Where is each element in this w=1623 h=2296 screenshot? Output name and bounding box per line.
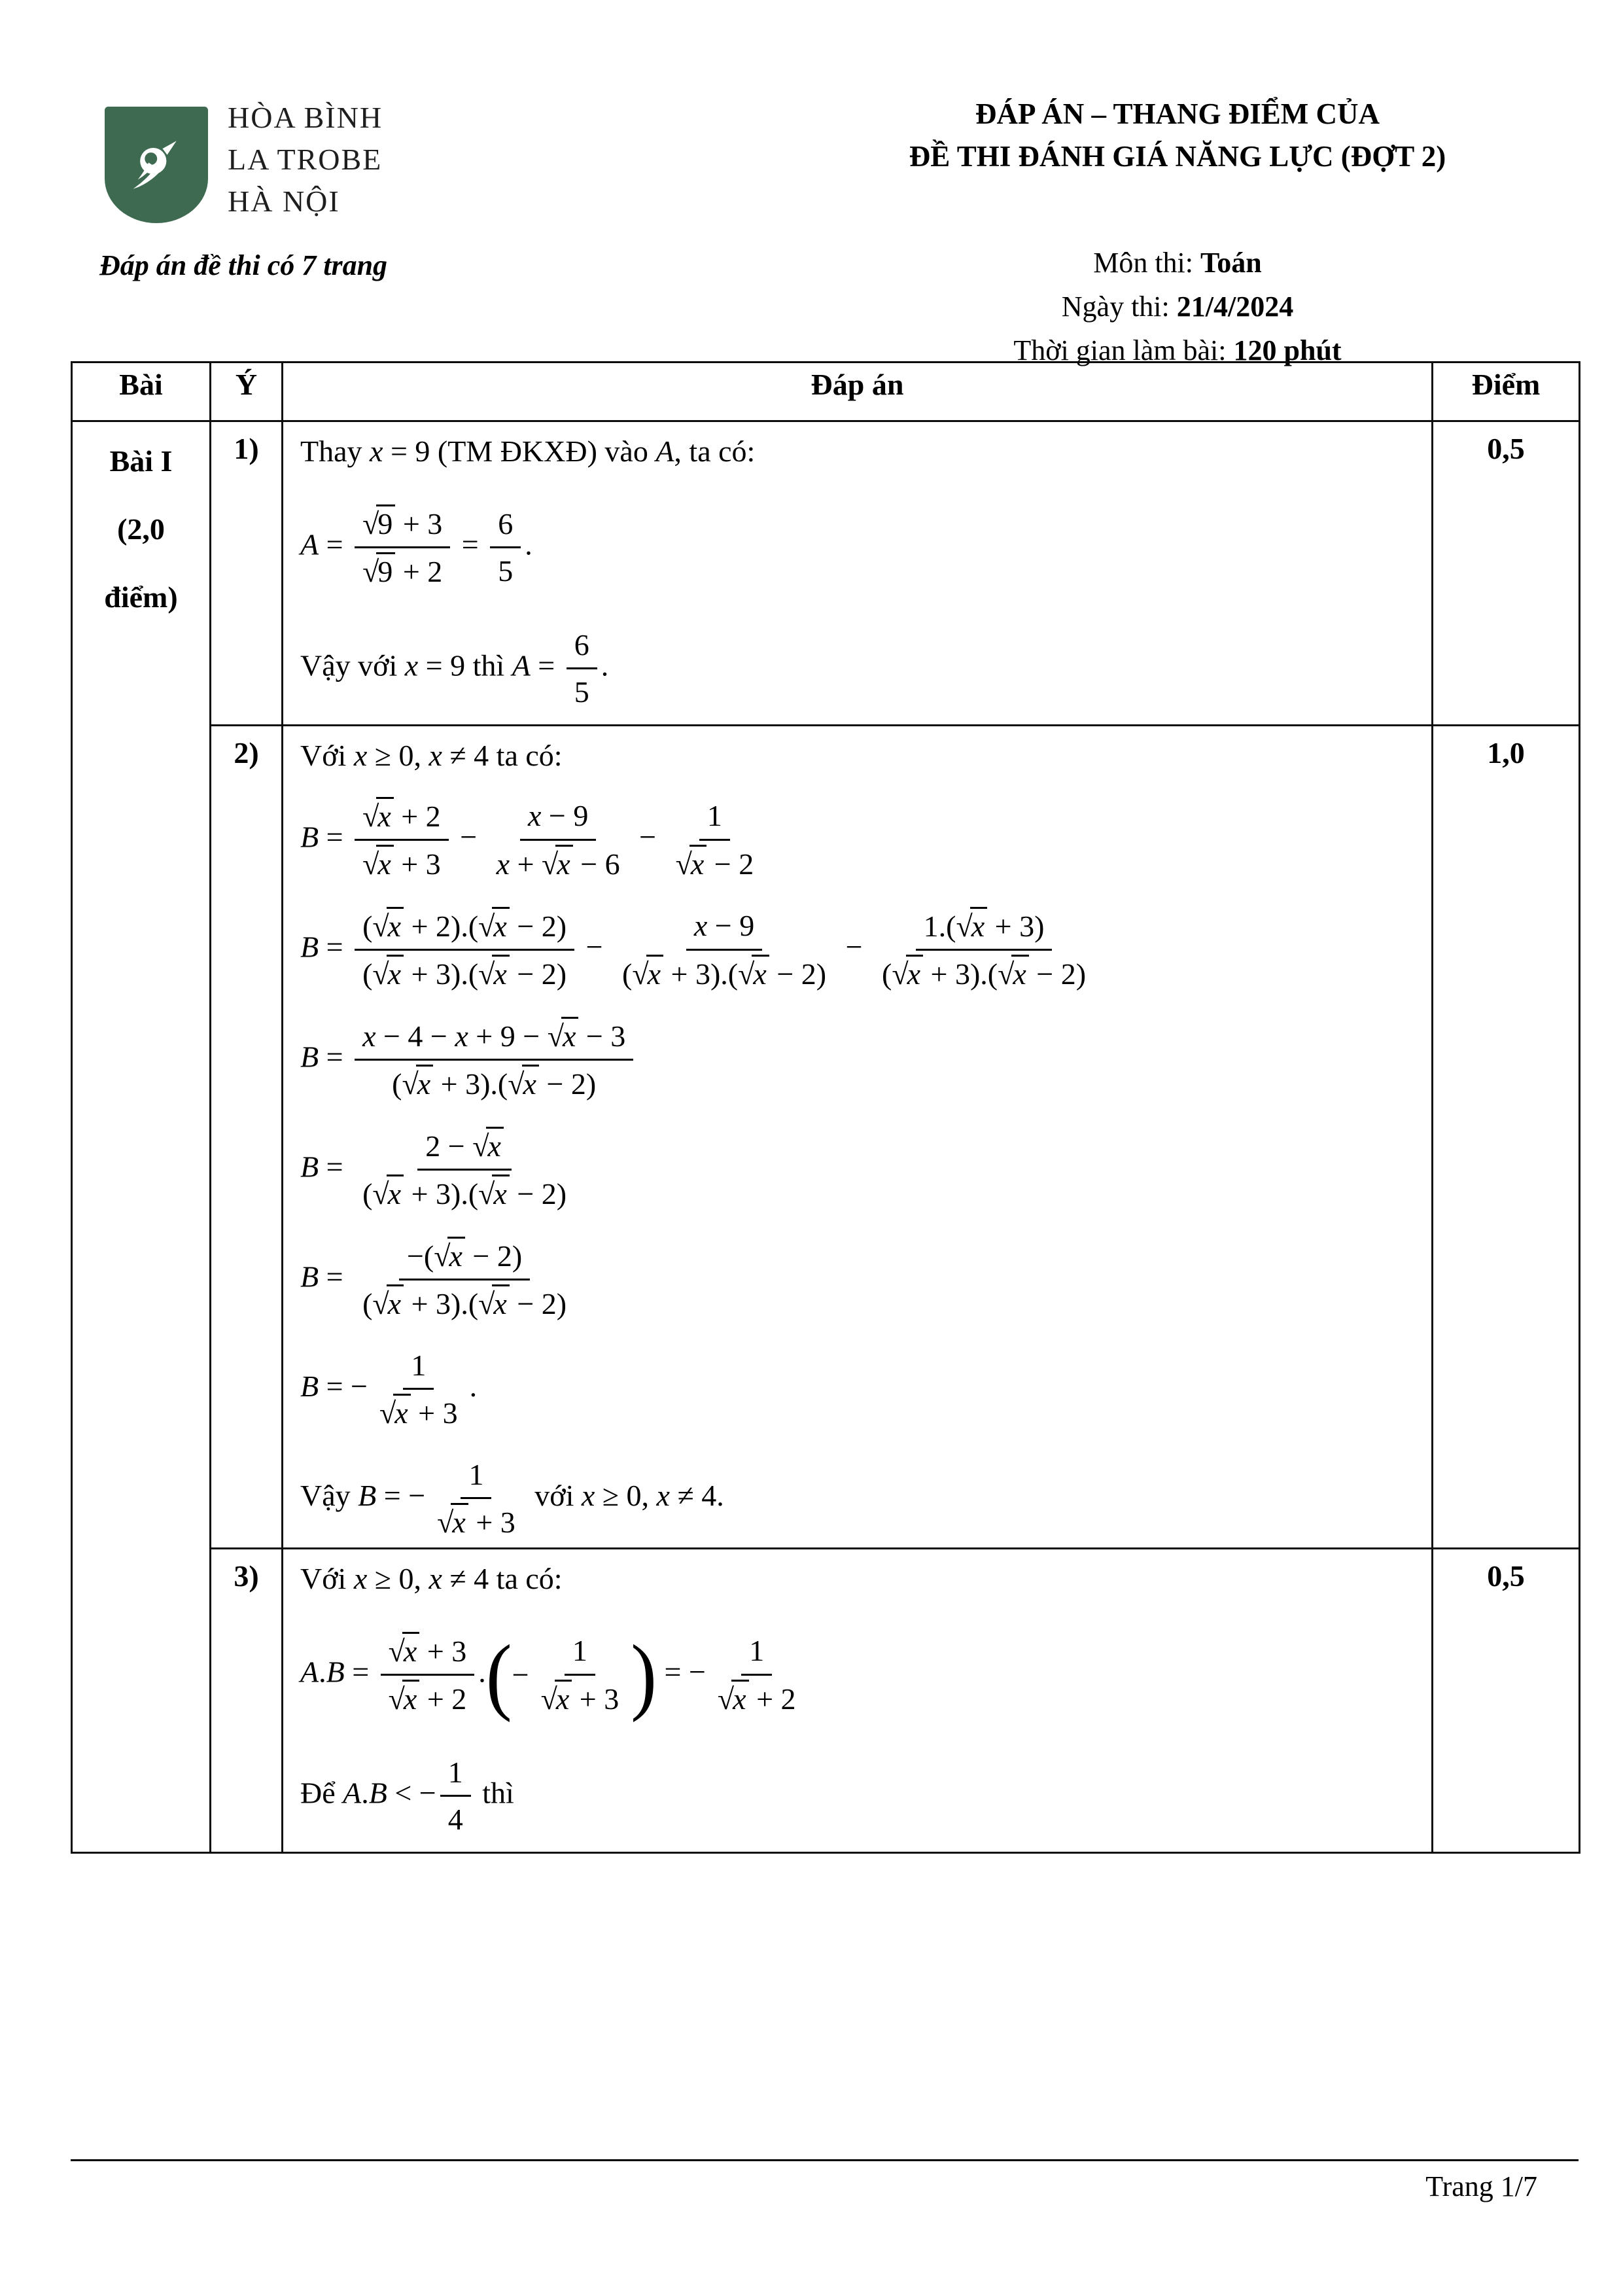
exam-meta (771, 241, 1584, 372)
answer-cell (283, 421, 1433, 726)
col-header-diem: Điểm (1433, 362, 1580, 421)
col-header-y: Ý (211, 362, 283, 421)
math-line: A = $\frac{√9 + 3}{√9 + 2}$ = $\frac{6}{5}$ . (300, 503, 532, 592)
math-line: B = $\frac{x - 4 - x + 9 - √x - 3}{(√x + 3).(√x - 2)}$ (300, 1016, 637, 1104)
score-cell: 1,0 (1433, 726, 1580, 1549)
math-line: Vậy B = − $\frac{1}{√x + 3}$ với x ≥ 0, x ≠ 4. (300, 1455, 724, 1543)
school-name-line: HÀ NỘI (228, 185, 340, 218)
math-line: Với x ≥ 0, x ≠ 4 ta có: (300, 1562, 563, 1595)
school-name (228, 97, 383, 222)
table-header-row (72, 362, 1580, 421)
col-header-bai: Bài (72, 362, 211, 421)
duration-label: Thời gian làm bài: (1013, 334, 1234, 366)
table-row (72, 1549, 1580, 1853)
problem-label-line: (2,0 (117, 512, 165, 546)
problem-label-cell (72, 421, 211, 1853)
doc-title-line2: ĐỀ THI ĐÁNH GIÁ NĂNG LỰC (ĐỢT 2) (909, 140, 1446, 173)
problem-label-line: điểm) (104, 580, 178, 614)
answer-cell (283, 726, 1433, 1549)
table-row (72, 421, 1580, 726)
document-header (771, 93, 1584, 372)
date-value: 21/4/2024 (1176, 291, 1294, 323)
subpart-label-cell: 2) (211, 726, 283, 1549)
subject-label: Môn thi: (1093, 247, 1200, 279)
school-name-line: HÒA BÌNH (228, 101, 383, 134)
subject-value: Toán (1200, 247, 1262, 279)
score-cell: 0,5 (1433, 421, 1580, 726)
date-label: Ngày thi: (1061, 291, 1177, 323)
subject-line (771, 241, 1584, 285)
problem-label-line: Bài I (109, 444, 173, 478)
page-number: Trang 1/7 (1425, 2170, 1537, 2202)
doc-title-line1: ĐÁP ÁN – THANG ĐIỂM CỦA (975, 97, 1380, 130)
subpart-label-cell: 3) (211, 1549, 283, 1853)
answer-note: Đáp án đề thi có 7 trang (99, 249, 388, 281)
math-line: Vậy với x = 9 thì A = $\frac{6}{5}$ . (300, 625, 608, 713)
math-line: B = $\frac{2 - √x}{(√x + 3).(√x - 2)}$ (300, 1125, 578, 1214)
col-header-dapan: Đáp án (283, 362, 1433, 421)
table-row (72, 726, 1580, 1549)
footer-divider (71, 2159, 1579, 2161)
math-line: B = − $\frac{1}{√x + 3}$ . (300, 1345, 477, 1434)
answer-cell (283, 1549, 1433, 1853)
date-line (771, 285, 1584, 328)
duration-value: 120 phút (1233, 334, 1342, 366)
math-line: Để A.B < − $\frac{1}{4}$ thì (300, 1752, 514, 1840)
school-logo (105, 107, 208, 223)
answer-table (71, 361, 1580, 1854)
math-line: B = $\frac{(√x + 2).(√x - 2)}{(√x + 3).(√x - 2)}$ − $\frac{x - 9}{(√x + 3).(√x - 2)}$ − $\frac{1.(√x + 3)}{(√x + 3).(√x - 2)}$ (300, 906, 1098, 995)
math-line: B = $\frac{-(√x - 2)}{(√x + 3).(√x - 2)}$ (300, 1235, 578, 1324)
score-cell: 0,5 (1433, 1549, 1580, 1853)
math-line: Với x ≥ 0, x ≠ 4 ta có: (300, 739, 563, 772)
subpart-label-cell: 1) (211, 421, 283, 726)
math-line: A.B = $\frac{√x + 3}{√x + 2}$ . ( − $\frac{1}{√x + 3}$ ) = − $\frac{1}{√x + 2}$ (300, 1627, 796, 1723)
school-name-line: LA TROBE (228, 143, 383, 176)
math-line: B = $\frac{√x + 2}{√x + 3}$ − $\frac{x - 9}{x + √x - 6}$ − $\frac{1}{√x - 2}$ (300, 796, 765, 885)
math-line: Thay x = 9 (TM ĐKXĐ) vào A, ta có: (300, 434, 756, 468)
dove-icon (117, 122, 196, 207)
